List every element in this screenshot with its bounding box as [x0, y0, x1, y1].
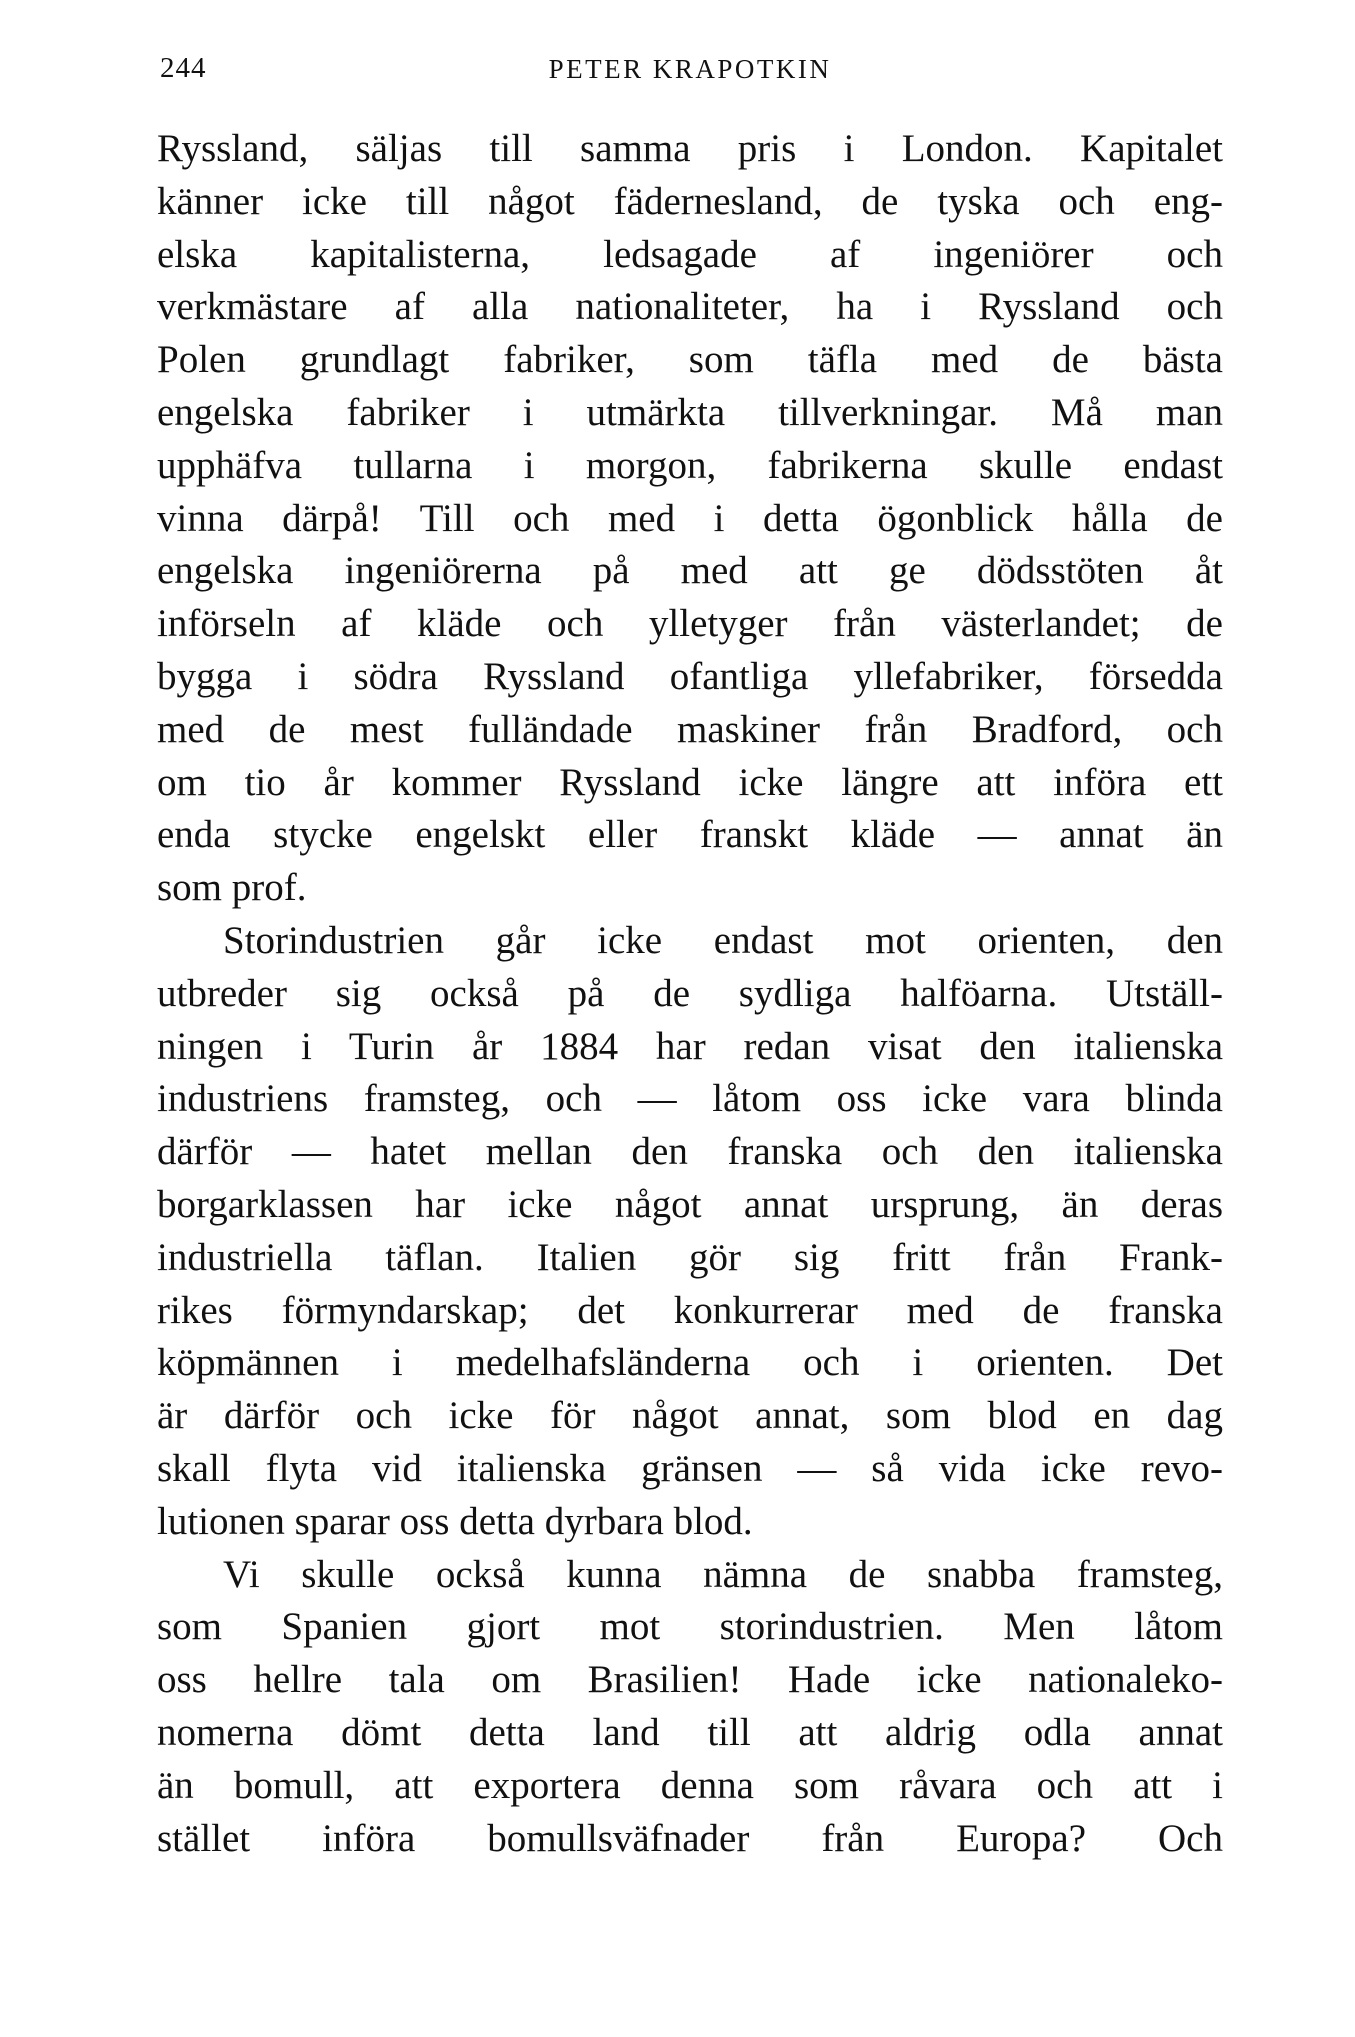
body-text — [157, 123, 1223, 1865]
text-line: enda stycke engelskt eller franskt kläde — annat än — [157, 813, 1223, 857]
text-line: därför — hatet mellan den franska och den italienska — [157, 1130, 1223, 1174]
text-line: lutionen sparar oss detta dyrbara blod. — [157, 1499, 753, 1543]
text-line: industriens framsteg, och — låtom oss icke vara blinda — [157, 1077, 1223, 1121]
running-head: PETER KRAPOTKIN — [548, 54, 832, 84]
page-number: 244 — [160, 52, 207, 84]
text-line: verkmästare af alla nationaliteter, ha i Ryssland och — [157, 285, 1223, 329]
text-line: stället införa bomullsväfnader från Europa? Och — [157, 1816, 1223, 1860]
text-line: som prof. — [157, 866, 307, 910]
text-line: Vi skulle också kunna nämna de snabba framsteg, — [223, 1552, 1223, 1596]
text-line: rikes förmyndarskap; det konkurrerar med de franska — [157, 1288, 1223, 1332]
text-line: än bomull, att exportera denna som råvara och att i — [157, 1763, 1223, 1807]
text-line: om tio år kommer Ryssland icke längre att införa ett — [157, 760, 1223, 804]
text-line: engelska ingeniörerna på med att ge dödsstöten åt — [157, 549, 1223, 593]
text-line: bygga i södra Ryssland ofantliga yllefabriker, försedda — [157, 654, 1223, 698]
text-line: Ryssland, säljas till samma pris i London. Kapitalet — [157, 127, 1223, 170]
text-line: som Spanien gjort mot storindustrien. Men låtom — [157, 1605, 1223, 1649]
text-line: vinna därpå! Till och med i detta ögonblick hålla de — [157, 496, 1223, 540]
text-line: borgarklassen har icke något annat ursprung, än deras — [157, 1182, 1223, 1226]
text-line: är därför och icke för något annat, som blod en dag — [157, 1394, 1223, 1438]
text-line: Storindustrien går icke endast mot orienten, den — [223, 918, 1223, 962]
text-line: utbreder sig också på de sydliga halföarna. Utställ- — [157, 971, 1223, 1015]
text-line: känner icke till något fäderneslаnd, de tyska och eng- — [157, 179, 1223, 223]
text-line: införseln af kläde och ylletyger från västerlandet; de — [157, 602, 1223, 646]
paragraph — [157, 915, 1223, 1549]
text-line: nomerna dömt detta land till att aldrig odla annat — [157, 1710, 1223, 1754]
text-line: köpmännen i medelhafsländerna och i orienten. Det — [157, 1341, 1223, 1385]
text-line: med de mest fulländade maskiner från Bradford, och — [157, 707, 1223, 751]
text-line: upphäfva tullarna i morgon, fabrikerna skulle endast — [157, 443, 1223, 487]
paragraph — [157, 123, 1223, 915]
text-line: ningen i Turin år 1884 har redan visat den italienska — [157, 1024, 1223, 1068]
text-line: oss hellre tala om Brasilien! Hade icke nationaleko- — [157, 1658, 1223, 1702]
text-line: skall flyta vid italienska gränsen — så vida icke revo- — [157, 1446, 1223, 1490]
page-header — [160, 52, 1220, 100]
text-line: Polen grundlagt fabriker, som täfla med de bästa — [157, 338, 1223, 382]
text-line: industriella täflan. Italien gör sig fritt från Frank- — [157, 1235, 1223, 1279]
text-line: engelska fabriker i utmärkta tillverkningar. Må man — [157, 390, 1223, 434]
text-line: elska kapitalisterna, ledsagade af ingeniörer och — [157, 232, 1223, 276]
paragraph — [157, 1549, 1223, 1866]
